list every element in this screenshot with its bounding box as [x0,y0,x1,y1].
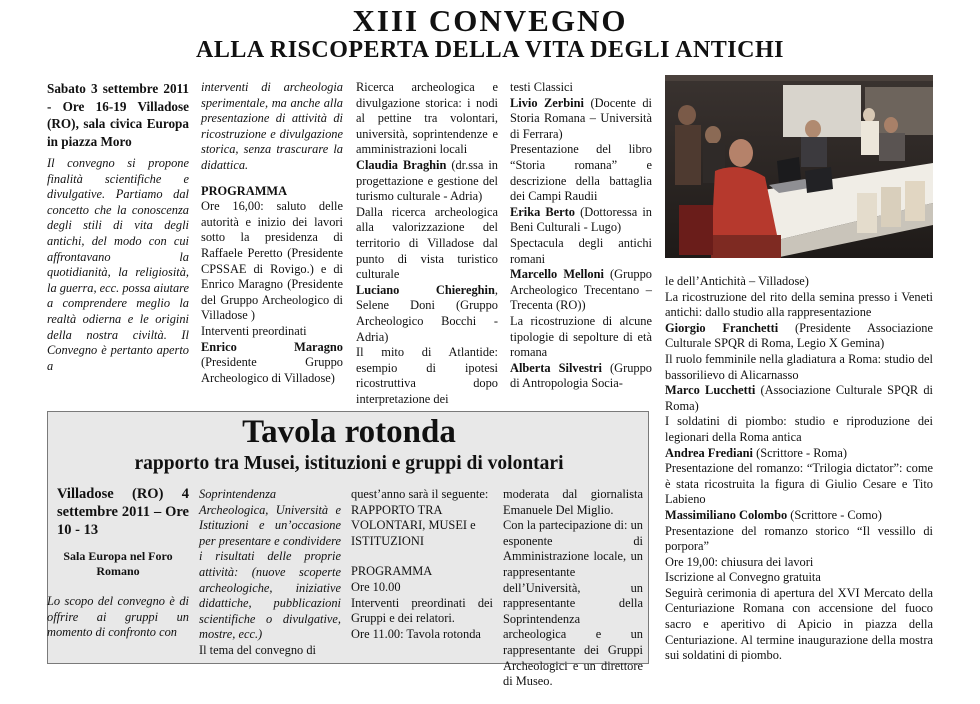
tavola-item-1: Interventi preordinati dei Gruppi e dei relatori. [351,595,493,626]
talk-title: Presentazione del romanzo: “Trilogia dictator”: come è stata ricostruita la figura di Giulio Cesare e Tito Labieno [665,461,933,507]
tavola-theme: RAPPORTO TRA VOLONTARI, MUSEI e ISTITUZIONI [351,502,476,548]
speaker-entry [356,283,498,345]
speaker-name: Luciano Chiereghin [356,282,495,297]
article-column-1 [47,80,189,374]
tavola-theme-intro: Il tema del convegno di [199,642,316,657]
tavola-participants: Con la partecipazione di: un esponente di Amministrazione locale, un rappresentante dell’Università, un rappresentante della Soprintendenza archeologica e un rappresentante dei Gruppi Archeologici e un direttore di Museo. [503,518,643,689]
speaker-name: Enrico Maragno [201,339,343,354]
speaker-name: Erika Berto [510,204,575,219]
article-column-4 [510,80,652,392]
speaker-role: (Presidente Gruppo Archeologico di Villadose) [201,355,343,385]
speaker-name: Claudia Braghin [356,157,447,172]
tavola-column-4 [503,487,643,690]
talk-title: I soldatini di piombo: studio e riproduzione dei legionari della Roma antica [665,414,933,444]
tavola-item-2: Ore 11.00: Tavola rotonda [351,626,481,641]
tavola-programma-heading: PROGRAMMA [351,564,433,579]
speaker-name: Massimiliano Colombo [665,507,788,522]
talk-title: Presentazione del libro “Storia romana” e descrizione della battaglia dei Campi Raudii [510,142,652,204]
talk-title: Spectacula degli antichi romani [510,235,652,266]
speaker-role: (Docente di Storia Romana – Università di Ferrara) [510,95,652,141]
speaker-name: Andrea Frediani [665,445,754,460]
speaker-name: Alberta Silvestri [510,360,602,375]
speaker-role: (Scrittore - Roma) [753,445,847,460]
talk-title: La ricostruzione del rito della semina presso i Veneti antichi: dallo studio alla rappresentazione [665,289,933,320]
speaker-entry [510,96,652,143]
headline-title: XIII CONVEGNO [352,3,628,38]
speaker-entry [665,446,933,462]
talk-title: Il ruolo femminile nella gladiatura a Roma: studio del bassorilievo di Alicarnasso [665,351,933,382]
talk-title: Presentazione del romanzo storico “Il vessillo di porpora” [665,523,933,554]
speaker-entry [201,340,343,387]
speaker-name: Marcello Melloni [510,267,604,282]
talk-title: Il mito di Atlantide: esempio di ipotesi ricostruttiva dopo interpretazione dei [356,345,498,406]
speaker-role: , Selene Doni (Gruppo Archeologico Bocchi - Adria) [356,282,498,344]
tavola-column-3 [351,487,493,642]
article-column-3 [356,80,498,407]
speaker-name: Livio Zerbini [510,95,584,110]
speaker-entry [665,508,933,524]
speaker-entry [665,321,933,352]
tavola-column-2 [199,487,341,659]
article-column-5 [665,274,933,664]
program-interventi: Interventi preordinati [201,323,307,338]
speaker-role-continued: le dell’Antichità – Villadose) [665,274,809,288]
conference-photo-image [665,75,933,258]
speaker-entry [510,205,652,236]
speaker-role: (Gruppo di Antropologia Socia- [510,360,652,391]
speaker-entry [665,383,933,414]
talk-title: La ricostruzione di alcune tipologie di sepolture di età romana [510,313,652,360]
program-closing: Ore 19,00: chiusura dei lavori [665,554,814,569]
speaker-name: Giorgio Franchetti [665,320,779,335]
tavola-rotonda-title: Tavola rotonda [242,414,456,450]
talk-title: Ricerca archeologica e divulgazione storica: i nodi al pettine tra volontari, università, soprintendenze e amministrazioni locali [356,80,498,157]
tavola-column-1 [47,485,189,641]
tavola-theme-lead: quest’anno sarà il seguente: [351,487,489,501]
tavola-venue: Sala Europa nel Foro Romano [63,549,173,578]
speaker-entry [510,361,652,392]
tavola-intro: Lo scopo del convegno è di offrire ai gruppi un momento di confronto con [47,594,189,640]
programma-heading: PROGRAMMA [201,183,288,198]
registration-note: Iscrizione al Convegno gratuita [665,570,821,585]
tavola-date-location: Villadose (RO) 4 settembre 2011 – Ore 10 - 13 [57,486,189,538]
program-opening: Ore 16,00: saluto delle autorità e inizio dei lavori sotto la presidenza di Raffaele Peretto (Presidente CPSSAE di Rovigo.) e di Enrico Maragno (Presidente del Gruppo Archeologico di Villadose ) [201,199,343,323]
conference-photo [665,75,933,258]
speaker-role: (Presidente Associazione Culturale SPQR di Roma, Legio X Gemina) [665,320,934,351]
speaker-name: Marco Lucchetti [665,383,756,398]
speaker-role: (Scrittore - Como) [787,507,882,522]
tavola-time-1: Ore 10.00 [351,579,401,594]
intro-text-continued: interventi di archeologia sperimentale, ma anche alla presentazione di attività di ricostruzione e divulgazione storica, senza trascurare la didattica. [201,80,343,172]
tavola-moderator: moderata dal giornalista Emanuele Del Miglio. [503,487,643,517]
intro-text: Il convegno si propone finalità scientifiche e divulgative. Partiamo dal concetto che la conoscenza degli stili di vita degli antichi, del modo con cui affrontavano la quotidianità, la religiosità, la guerra, ecc. possa aiutare a comprendere meglio la realtà odierna e le origini della nostra civiltà. Il Convegno è pertanto aperto a [47,156,190,373]
speaker-role: (Associazione Culturale SPQR di Roma) [665,383,933,413]
talk-title: testi Classici [510,80,573,94]
article-column-2 [201,80,343,386]
event-date-location: Sabato 3 settembre 2011 - Ore 16-19 Villadose (RO), sala civica Europa in piazza Moro [47,81,189,149]
tavola-rotonda-subtitle: rapporto tra Musei, istituzioni e gruppi di volontari [134,453,564,474]
speaker-role: (Dottoressa in Beni Culturali - Lugo) [510,204,652,235]
talk-title: Dalla ricerca archeologica alla valorizzazione del territorio di Villadose dal punto di vista turistico culturale [356,204,498,282]
final-ceremony: Seguirà cerimonia di apertura del XVI Mercato della Centuriazione Romana con accensione del fuoco sacro e aperitivo di Apicio in piazza della Centuriazione. Al termine inaugurazione della mostra sui soldatini di piombo. [665,585,933,663]
tavola-intro-continued: Soprintendenza Archeologica, Università e Istituzioni e un’occasione per presentare e condividere i risultati delle proprie attività: (nuove scoperte archeologiche, iniziative didattiche, pubblicazioni scientifiche o divulgative, mostre, ecc.) [199,487,341,642]
speaker-role: (dr.ssa in progettazione e gestione del turismo culturale - Adria) [356,157,498,204]
headline-subtitle: ALLA RISCOPERTA DELLA VITA DEGLI ANTICHI [196,37,784,63]
speaker-role: (Gruppo Archeologico Trecentano – Trecenta (RO)) [510,267,652,313]
speaker-entry [510,267,652,314]
speaker-entry [356,158,498,205]
